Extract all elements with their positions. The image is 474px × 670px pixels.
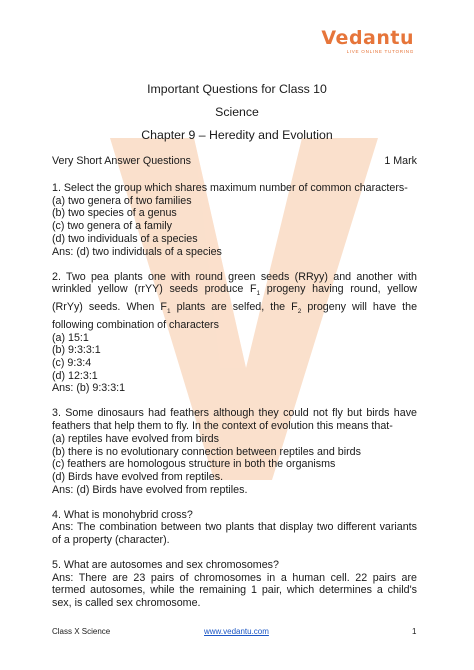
page-number: 1 bbox=[412, 627, 417, 636]
logo-tagline: LIVE ONLINE TUTORING bbox=[346, 49, 414, 54]
q3-answer: Ans: (d) Birds have evolved from reptiles. bbox=[52, 483, 248, 496]
document-title: Important Questions for Class 10 bbox=[147, 82, 327, 96]
q3-option-c: (c) feathers are homologous structure in both the organisms bbox=[52, 458, 336, 471]
q2-answer: Ans: (b) 9:3:3:1 bbox=[52, 382, 126, 395]
subject-heading: Science bbox=[215, 105, 259, 119]
q2-option-c: (c) 9:3:4 bbox=[52, 357, 92, 370]
q1-option-d: (d) two individuals of a species bbox=[52, 232, 198, 245]
questions-body bbox=[52, 182, 417, 610]
question-5: 5. What are autosomes and sex chromosomes? bbox=[52, 559, 279, 572]
q1-option-b: (b) two species of a genus bbox=[52, 207, 177, 220]
q1-answer: Ans: (d) two individuals of a species bbox=[52, 245, 222, 258]
vedantu-logo bbox=[321, 28, 414, 54]
footer-website-link[interactable]: www.vedantu.com bbox=[204, 627, 269, 636]
question-3: 3. Some dinosaurs had feathers although they could not fly but birds have feathers that help them to fly. In the context of evolution this means that- bbox=[52, 407, 417, 433]
question-2: 2. Two pea plants one with round green seeds (RRyy) and another with wrinkled yellow (rrYY) seeds produce $F_1$ progeny having round, yellow (RrYy) seeds. When $F_1$ plants are selfed, the $F_2$ progeny will have the following combination of characters bbox=[52, 270, 418, 331]
q4-answer: Ans: The combination between two plants that display two different variants of a property (character). bbox=[52, 521, 417, 547]
q3-option-b: (b) there is no evolutionary connection between reptiles and birds bbox=[52, 445, 361, 458]
section-header bbox=[52, 155, 417, 167]
q1-option-a: (a) two genera of two families bbox=[52, 194, 192, 207]
q2-option-d: (d) 12:3:1 bbox=[52, 369, 98, 382]
section-title: Very Short Answer Questions bbox=[52, 155, 192, 167]
section-marks: 1 Mark bbox=[384, 155, 417, 167]
q2-option-b: (b) 9:3:3:1 bbox=[52, 344, 101, 357]
logo-wordmark: Vedantu bbox=[321, 27, 414, 49]
q1-option-c: (c) two genera of a family bbox=[52, 220, 172, 233]
q3-option-a: (a) reptiles have evolved from birds bbox=[52, 432, 219, 445]
question-4: 4. What is monohybrid cross? bbox=[52, 508, 193, 521]
q5-answer: Ans: There are 23 pairs of chromosomes in a human cell. 22 pairs are termed autosomes, while the remaining 1 pair, which determines a child's sex, is called sex chromosome. bbox=[52, 571, 417, 610]
q3-option-d: (d) Birds have evolved from reptiles. bbox=[52, 470, 224, 483]
q2-option-a: (a) 15:1 bbox=[52, 331, 89, 344]
chapter-heading: Chapter 9 – Heredity and Evolution bbox=[141, 128, 333, 142]
question-1: 1. Select the group which shares maximum number of common characters- bbox=[52, 182, 408, 194]
footer-class-label: Class X Science bbox=[52, 627, 111, 636]
